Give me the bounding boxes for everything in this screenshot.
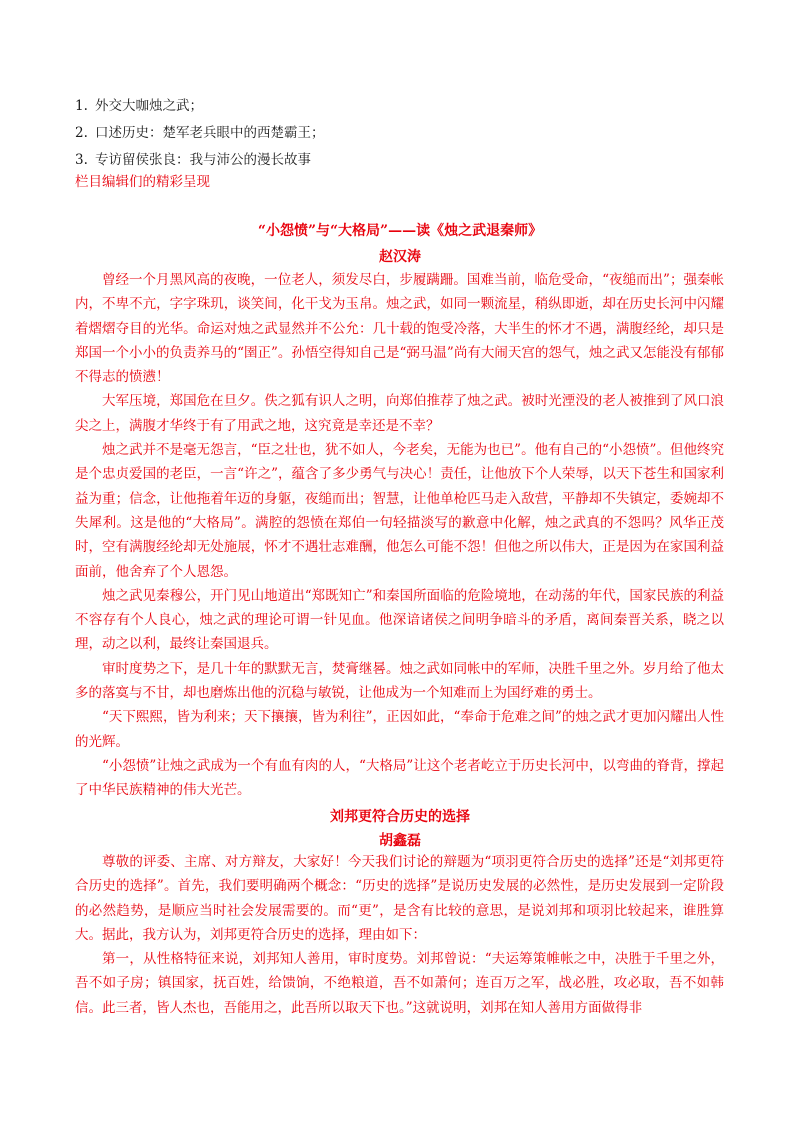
- paragraph: 审时度势之下，是几十年的默默无言，焚膏继晷。烛之武如同帐中的军师，决胜千里之外。岁月给了他太多的落寞与不甘，却也磨炼出他的沉稳与敏锐，让他成为一个知难而上为国纾难的勇士。: [75, 660, 724, 702]
- paragraph: “天下熙熙，皆为利来；天下攘攘，皆为利往”，正因如此，“奉命于危难之间”的烛之武才更加闪耀出人性的光辉。: [75, 709, 724, 750]
- list-item: [75, 120, 325, 147]
- article-title: “小怨愤”与“大格局”——读《烛之武退秦师》: [257, 223, 543, 239]
- list-text: 专访留侯张良：我与沛公的漫长故事: [95, 152, 311, 168]
- topic-list: [75, 93, 325, 174]
- paragraph: 烛之武并不是毫无怨言，“臣之壮也，犹不如人，今老矣，无能为也已”。他有自己的“小怨愤”。但他终究是个忠贞爱国的老臣，一言“许之”，蕴含了多少勇气与决心！责任，让他放下个人荣辱，以天下苍生和国家利益为重；信念，让他拖着年迈的身躯，夜缒而出；智慧，让他单枪匹马走入敌营，平静却不失镇定，委婉却不失犀利。这是他的“大格局”。满腔的怨愤在郑伯一句轻描淡写的歉意中化解，烛之武真的不怨吗？风华正茂时，空有满腹经纶却无处施展，怀才不遇壮志难酬，他怎么可能不怨！但他之所以伟大，正是因为在家国利益面前，他舍弃了个人恩怨。: [75, 442, 724, 580]
- list-number: 2.: [75, 125, 88, 141]
- paragraph: 尊敬的评委、主席、对方辩友，大家好！今天我们讨论的辩题为“项羽更符合历史的选择”还是“刘邦更符合历史的选择”。首先，我们要明确两个概念：“历史的选择”是说历史发展的必然性，是历史发展到一定阶段的必然趋势，是顺应当时社会发展需要的。而“更”，是含有比较的意思，是说刘邦和项羽比较起来，谁胜算大。据此，我方认为，刘邦更符合历史的选择，理由如下：: [75, 854, 724, 943]
- paragraph: 大军压境，郑国危在旦夕。佚之狐有识人之明，向郑伯推荐了烛之武。被时光湮没的老人被推到了风口浪尖之上，满腹才华终于有了用武之地，这究竟是幸还是不幸？: [75, 393, 724, 434]
- section-intro: 栏目编辑们的精彩呈现: [75, 174, 210, 190]
- article-author: 赵汉涛: [379, 249, 421, 265]
- paragraph: 曾经一个月黑风高的夜晚，一位老人，须发尽白，步履蹒跚。国难当前，临危受命，“夜缒而出”；强秦帐内，不卑不亢，字字珠玑，谈笑间，化干戈为玉帛。烛之武，如同一颗流星，稍纵即逝，却在历史长河中闪耀着熠熠夺目的光华。命运对烛之武显然并不公允：几十载的饱受冷落，大半生的怀才不遇，满腹经纶，却只是郑国一个小小的负责养马的“圉正”。孙悟空得知自己是“弼马温”尚有大闹天宫的怨气，烛之武又怎能没有郁郁不得志的愤懑！: [75, 272, 724, 386]
- list-number: 1.: [75, 98, 88, 114]
- list-item: [75, 93, 325, 120]
- paragraph: 烛之武见秦穆公，开门见山地道出“郑既知亡”和秦国所面临的危险境地，在动荡的年代，国家民族的利益不容存有个人良心，烛之武的理论可谓一针见血。他深谙诸侯之间明争暗斗的矛盾，离间秦晋关系，晓之以理，动之以利，最终让秦国退兵。: [75, 587, 724, 653]
- paragraph: 第一，从性格特征来说，刘邦知人善用，审时度势。刘邦曾说：“夫运筹策帷帐之中，决胜于千里之外，吾不如子房；镇国家，抚百姓，给馈饷，不绝粮道，吾不如萧何；连百万之军，战必胜，攻必取，吾不如韩信。此三者，皆人杰也，吾能用之，此吾所以取天下也。”这就说明，刘邦在知人善用方面做得非: [75, 951, 724, 1016]
- list-text: 外交大咖烛之武；: [95, 98, 203, 114]
- list-text: 口述历史：楚军老兵眼中的西楚霸王；: [95, 125, 325, 141]
- article-body: [75, 268, 724, 803]
- list-number: 3.: [75, 152, 88, 168]
- paragraph: “小怨愤”让烛之武成为一个有血有肉的人，“大格局”让这个老者屹立于历史长河中，以弯曲的脊背，撑起了中华民族精神的伟大光芒。: [75, 757, 724, 799]
- article-body: [75, 850, 724, 1020]
- article-author: 胡鑫磊: [379, 833, 421, 849]
- article-title: 刘邦更符合历史的选择: [330, 809, 470, 825]
